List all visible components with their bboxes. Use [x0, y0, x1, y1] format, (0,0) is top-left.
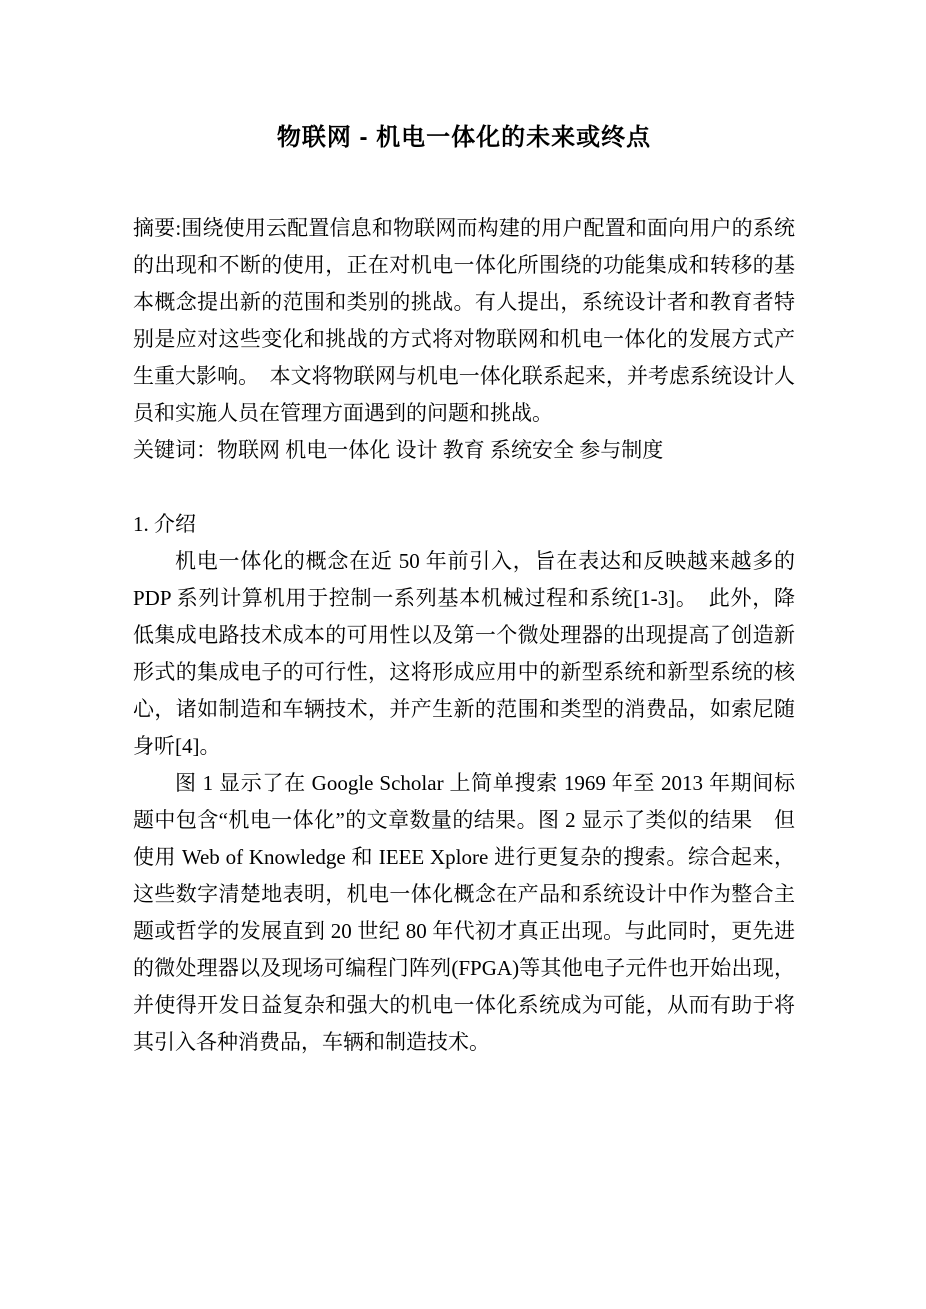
abstract-paragraph: 摘要:围绕使用云配置信息和物联网而构建的用户配置和面向用户的系统的出现和不断的使用，正在对机电一体化所围绕的功能集成和转移的基本概念提出新的范围和类别的挑战。有人提出，系统设计者和教育者特别是应对这些变化和挑战的方式将对物联网和机电一体化的发展方式产生重大影响。 本文将物联网与机电一体化联系起来，并考虑系统设计人员和实施人员在管理方面遇到的问题和挑战。: [133, 216, 795, 425]
section-heading-introduction: 1. 介绍: [133, 512, 196, 536]
introduction-paragraph-1: 机电一体化的概念在近 50 年前引入，旨在表达和反映越来越多的 PDP 系列计算机用于控制一系列基本机械过程和系统[1-3]。 此外，降低集成电路技术成本的可用性以及第一个微处理器的出现提高了创造新形式的集成电子的可行性，这将形成应用中的新型系统和新型系统的核心，诸如制造和车辆技术，并产生新的范围和类型的消费品，如索尼随身听[4]。: [133, 549, 795, 758]
introduction-paragraph-2: 图 1 显示了在 Google Scholar 上简单搜索 1969 年至 2013 年期间标题中包含“机电一体化”的文章数量的结果。图 2 显示了类似的结果 但使用 Web of Knowledge 和 IEEE Xplore 进行更复杂的搜索。综合起来，这些数字清楚地表明，机电一体化概念在产品和系统设计中作为整合主题或哲学的发展直到 20 世纪 80 年代初才真正出现。与此同时，更先进的微处理器以及现场可编程门阵列(FPGA)等其他电子元件也开始出现，并使得开发日益复杂和强大的机电一体化系统成为可能，从而有助于将其引入各种消费品，车辆和制造技术。: [133, 771, 795, 1054]
keywords-line: 关键词：物联网 机电一体化 设计 教育 系统安全 参与制度: [133, 438, 664, 462]
document-title: 物联网 - 机电一体化的未来或终点: [276, 124, 652, 151]
